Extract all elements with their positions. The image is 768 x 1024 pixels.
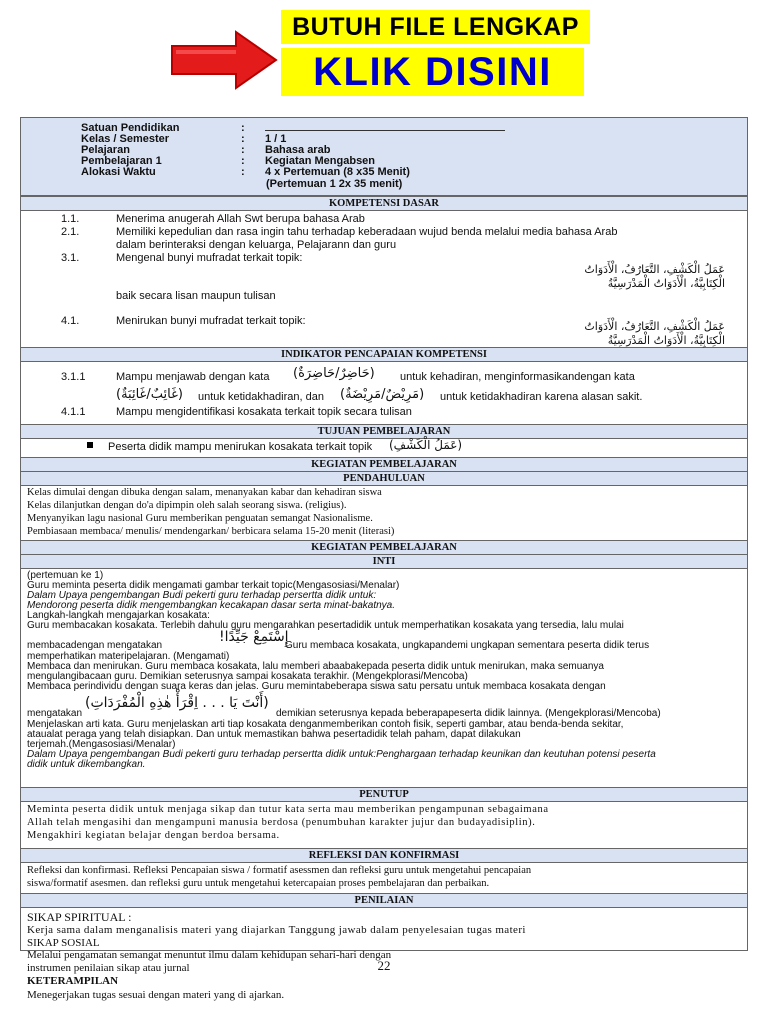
arabic-word: (مَرِيْضٌ/مَرِيْضَةٌ)	[340, 387, 425, 402]
header-row: Kelas / Semester : 1 / 1	[81, 133, 287, 145]
section-title: KOMPETENSI DASAR	[21, 196, 747, 211]
tujuan-block: Peserta didik mampu menirukan kosakata terkait topik (عَمَلُ الْكَشْفِ)	[21, 439, 747, 457]
penutup-block: Meminta peserta didik untuk menjaga sikap dan tutur kata serta mau memberikan pengampunan sebagaimana Allah telah mengasihi dan mengampuni manusia berdosa (penumbuhan karakter jujur dan budayadisiplin). Mengakhiri kegiatan belajar dengan berdoa bersama.	[27, 804, 549, 841]
refleksi-block: Refleksi dan konfirmasi. Refleksi Pencapaian siswa / formatif asessmen dan refleksi guru untuk mengetahui pencapaian siswa/formatif asesmen. dan refleksi guru untuk mengetahui ketercapaian proses pembelajaran dan perbaikan.	[27, 865, 532, 889]
section-title: INDIKATOR PENCAPAIAN KOMPETENSI	[21, 347, 747, 362]
inti-block: (pertemuan ke 1) Guru meminta peserta didik mengamati gambar terkait topic(Mengasosiasi/Menalar) Dalam Upaya pengembangan Budi pekerti guru terhadap persertta didik untuk: Mendorong peserta didik mengembangkan kecakapan dasar serta minat-bakatnya. Langkah-langkah mengajarkan kosakata: Guru membacakan kosakata. Terlebih dahulu guru mengarahkan pesertadidik untuk memperhatikan kosakata yang tersedia, lalu mulai membacadengan mengatakan إِسْتَمِعْ جَيِّدًا! Guru membaca kosakata, ungkapandemi ungkapan sementara peserta didik terus memperhatikan materipelajaran. (Mengamati) Membaca dan menirukan. Guru membaca kosakata, lalu memberi abaabakepada peserta didik untuk menirukan, maka semuanya mengulangibacaan guru. Demikian seterusnya sampai kosakata terakhir. (Mengekplorasi/Mencoba) Membaca perindividu dengan suara keras dan jelas. Guru memintabeberapa siswa satu persatu untuk membaca kosakata dengan mengatakan (أَنْتَ يَا . . . اِقْرَأْ هٰذِهِ الْمُفْرَدَاتِ) demikian seterusnya kepada beberapapeserta didik lainnya. (Mengekplorasi/Mencoba) Menjelaskan arti kata. Guru menjelaskan arti tiap kosakata denganmemberikan contoh fisik, seperti gambar, atau benda-benda sekitar, ataualat peraga yang telah disiapkan. Dan untuk memastikan bahwa pesertadidik telah paham, dapat dilakukan terjemah.(Mengasosiasi/Menalar) Dalam Upaya pengembangan Budi pekerti guru terhadap persertta didik untuk:Penghargaan terhadap keunikan dan keutuhan potensi peserta didik untuk dikembangkan.	[27, 570, 661, 770]
header-extra: (Pertemuan 1 2x 35 menit)	[266, 178, 403, 190]
kd-block: 1.1. Menerima anugerah Allah Swt berupa bahasa Arab 2.1. Memiliki kepedulian dan rasa ingin tahu terhadap keberadaan wujud benda melalui media bahasa Arab dalam berinteraksi dengan keluarga, Pelajarann dan guru 3.1. Mengenal bunyi mufradat terkait topik: عَمَلُ الْكَشْفِ، التَّعَارُفُ، الْأَدَوَاتُ الْكِتَابِيَّةُ، الْأَدَوَاتُ الْمَدْرَسِيَّةُ baik secara lisan maupun tulisan 4.1. Menirukan bunyi mufradat terkait topik: عَمَلُ الْكَشْفِ، التَّعَارُفُ، الْأَدَوَاتُ الْكِتَابِيَّةُ، الْأَدَوَاتُ الْمَدْرَسِيَّةُ	[61, 213, 725, 347]
document-header	[21, 118, 747, 196]
promo-banner[interactable]	[0, 0, 768, 108]
section-title: REFLEKSI DAN KONFIRMASI	[21, 848, 747, 863]
arabic-word: (حَاضِرٌ/حَاضِرَةٌ)	[293, 366, 375, 381]
arabic-topic: عَمَلُ الْكَشْفِ، التَّعَارُفُ، الْأَدَوَاتُ	[584, 263, 725, 276]
header-row: Pelajaran : Bahasa arab	[81, 144, 331, 156]
arabic-topic: عَمَلُ الْكَشْفِ، التَّعَارُفُ، الْأَدَوَاتُ	[584, 320, 725, 333]
arabic-topic: الْكِتَابِيَّةُ، الْأَدَوَاتُ الْمَدْرَسِيَّةُ	[607, 277, 725, 290]
section-title: PENDAHULUAN	[21, 472, 747, 486]
arabic-topic: الْكِتَابِيَّةُ، الْأَدَوَاتُ الْمَدْرَسِيَّةُ	[607, 334, 725, 347]
section-title: KEGIATAN PEMBELAJARAN	[21, 457, 747, 472]
banner-title[interactable]: BUTUH FILE LENGKAP	[281, 10, 590, 44]
square-bullet-icon	[87, 442, 93, 448]
right-arrow-icon	[170, 30, 280, 90]
section-title: INTI	[21, 555, 747, 569]
section-title: PENILAIAN	[21, 893, 747, 908]
ipk-block: 3.1.1 Mampu menjawab dengan kata (حَاضِرٌ/حَاضِرَةٌ) untuk kehadiran, menginformasikandengan kata (غَائِبٌ/غَائِبَةٌ) untuk ketidakhadiran, dan (مَرِيْضٌ/مَرِيْضَةٌ) untuk ketidakhadiran karena alasan sakit. 4.1.1 Mampu mengidentifikasi kosakata terkait topik secara tulisan	[61, 366, 643, 418]
arabic-word: (غَائِبٌ/غَائِبَةٌ)	[116, 387, 183, 402]
pendahuluan-block: Kelas dimulai dengan dibuka dengan salam, menanyakan kabar dan kehadiran siswa Kelas dilanjutkan dengan do'a dipimpin oleh salah seorang siswa. (religius). Menyanyikan lagu nasional Guru memberikan penguatan semangat Nasionalisme. Pembiasaan membaca/ menulis/ mendengarkan/ berbicara selama 15-20 menit (literasi)	[27, 487, 395, 537]
header-row: Satuan Pendidikan :	[81, 121, 505, 134]
arabic-word: (عَمَلُ الْكَشْفِ)	[389, 438, 463, 452]
click-here-link[interactable]: KLIK DISINI	[281, 48, 584, 96]
section-title: KEGIATAN PEMBELAJARAN	[21, 540, 747, 555]
header-row: Pembelajaran 1 : Kegiatan Mengabsen	[81, 155, 376, 167]
penilaian-block: SIKAP SPIRITUAL : Kerja sama dalam menganalisis materi yang diajarkan Tanggung jawab dalam penyelesaian tugas materi SIKAP SOSIAL Melalui pengamatan semangat menuntut ilmu dalam kehidupan sehari-hari dengan instrumen penilaian sikap atau jurnal KETERAMPILAN Menegerjakan tugas sesuai dengan materi yang di ajarkan.	[27, 910, 526, 1001]
header-row: Alokasi Waktu : 4 x Pertemuan (8 x35 Menit)	[81, 166, 410, 178]
arabic-phrase: إِسْتَمِعْ جَيِّدًا!	[219, 629, 289, 645]
blank-underline	[265, 121, 505, 131]
arabic-phrase: (أَنْتَ يَا . . . اِقْرَأْ هٰذِهِ الْمُفْرَدَاتِ)	[85, 695, 269, 711]
section-title: TUJUAN PEMBELAJARAN	[21, 424, 747, 439]
section-title: PENUTUP	[21, 787, 747, 802]
page-number: 22	[377, 958, 391, 973]
